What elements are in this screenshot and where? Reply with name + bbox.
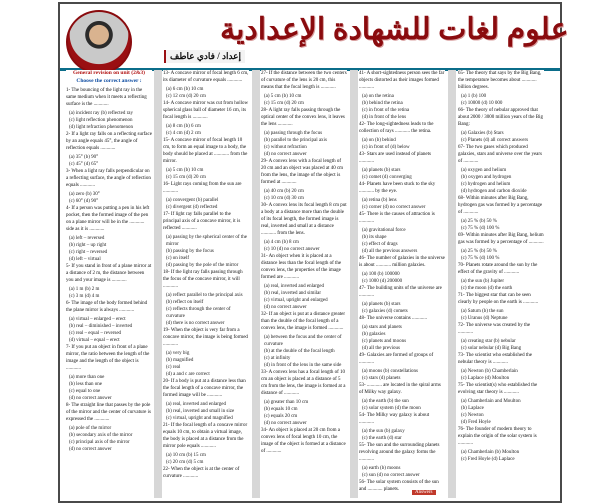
answer-option: (a) 5 cm (b) 10 cm bbox=[264, 94, 302, 99]
question-item: 47- The building units of the universe are ............ bbox=[359, 286, 442, 298]
answer-option: (c) 45° (d) 65° bbox=[69, 162, 99, 167]
answer-option: (d) all the previous answers bbox=[362, 249, 418, 254]
answer-option: (b) magnified bbox=[166, 358, 194, 363]
answer-option: (a) 6 cm (b) 10 cm bbox=[166, 87, 204, 92]
answer-option: (a) real, inverted and enlarged bbox=[166, 402, 227, 407]
answer-option: (a) 1 m (b) 2 m bbox=[69, 287, 100, 292]
answer-option: (a) Newton (b) Chamberlain bbox=[461, 369, 518, 374]
question-item: 6- The image of the body formed behind the plane mirror is always ............ bbox=[66, 301, 148, 313]
answer-option: (c) real bbox=[166, 365, 181, 370]
answer-option: (a) 4 cm (b) 8 cm bbox=[264, 240, 299, 245]
answer-option: (b) Laplace bbox=[461, 406, 484, 411]
answer-option: (c) Laplace (d) Moulton bbox=[461, 376, 510, 381]
answer-option: (a) retina (b) lens bbox=[362, 198, 397, 203]
question-item: 18- If the light ray falls passing through the focus of the concave mirror, it will ............ bbox=[163, 270, 243, 289]
question-item: 30- A convex lens its focal length 8 cm put a body at a distance more than the double of its focal length, the formed image is real, inverted and small at a distance ............ from the lens. bbox=[261, 203, 347, 236]
answer-option: (b) equals 10 cm bbox=[264, 407, 298, 412]
answer-option: (a) planets (b) stars bbox=[362, 302, 401, 307]
answer-option: (a) oxygen and helium bbox=[461, 168, 507, 173]
answer-option: (c) 15 cm (d) 20 cm bbox=[264, 101, 304, 106]
question-item: 34- An object is placed at 20 cm from a convex lens of focal length 10 cm, the image of the object is formed at a distance of ............ bbox=[261, 428, 346, 454]
question-item: 27- If the distance between the two centers of curvature of the lens is 20 cm, this means that the focal length is ............ bbox=[261, 71, 347, 90]
answer-option: (c) stars (d) planets bbox=[362, 376, 401, 381]
question-item: 49- Galaxies are formed of groups of ............ bbox=[359, 353, 434, 365]
question-item: 68- Within minutes after Big Bang, hydrogen gas was formed by a percentage of ............ bbox=[458, 196, 543, 215]
answer-option: (b) real, inverted and small in size bbox=[166, 409, 235, 414]
question-item: 5- If you stand in front of a plane mirror at a distance of 2 m, the distance between you and your image is ............ bbox=[66, 264, 152, 283]
answer-option: (c) light reflection phenomenon bbox=[69, 118, 133, 123]
answer-option: (c) Uranus (d) Neptune bbox=[461, 316, 508, 321]
answer-option: (b) reflect on itself bbox=[166, 300, 204, 305]
answer-option: (d) in front of the lens in the same side bbox=[264, 363, 342, 368]
answer-option: (a) the sun (b) galaxy bbox=[362, 429, 405, 434]
answer-option: (a) Chamberlain and Moulton bbox=[461, 399, 521, 404]
answer-option: (a) left – reversed bbox=[69, 236, 105, 241]
answer-option: (d) all the previous bbox=[362, 346, 400, 351]
answer-option: (b) its shape bbox=[362, 235, 387, 240]
question-item: 43- Stars are used instead of planets ............ bbox=[359, 152, 431, 164]
answer-option: (a) stars and planets bbox=[362, 325, 402, 330]
column-2 bbox=[163, 70, 249, 498]
answer-option: (d) no correct answer bbox=[69, 447, 112, 452]
question-item: 48- The universe contains ............ bbox=[359, 316, 427, 321]
answer-option: (c) solar nebular (d) Big Bang bbox=[461, 346, 522, 351]
answer-option: (d) light refraction phenomenon bbox=[69, 125, 134, 130]
answer-option: (c) on itself bbox=[166, 256, 190, 261]
answer-option: (c) real – equal – reversed bbox=[69, 331, 122, 336]
answer-option: (a) virtual – enlarged – erect bbox=[69, 317, 126, 322]
question-list bbox=[359, 70, 445, 493]
question-item: 71- The biggest star that can be seen clearly by people on the earth is ............ bbox=[458, 293, 539, 305]
answer-option: (c) solar system (d) the moon bbox=[362, 406, 421, 411]
question-item: 76- The founder of modern theory to explain the origin of the solar system is ............ bbox=[458, 427, 537, 446]
answer-option: (c) 20 cm (d) 5 cm bbox=[166, 460, 204, 465]
column-1 bbox=[66, 70, 152, 498]
answer-option: (c) virtual, upright and magnified bbox=[166, 416, 233, 421]
answer-option: (c) equal to one bbox=[69, 389, 101, 394]
answer-option: (c) principal axis of the mirror bbox=[69, 440, 130, 445]
answer-option: (a) very big bbox=[166, 351, 190, 356]
answer-option: (c) Planets (d) all correct answers bbox=[461, 138, 529, 143]
answer-option: (a) 40 cm (b) 20 cm bbox=[264, 189, 304, 194]
answer-option: (a) 5 cm (b) 10 cm bbox=[166, 168, 204, 173]
answers-badge: Answers bbox=[412, 490, 436, 495]
question-item: 16- Light rays coming from the sun are ............ bbox=[163, 182, 242, 194]
question-item: 41- A short-sightedness person sees the far objects distorted as their images formed ............ bbox=[359, 71, 445, 90]
answer-option: (a) zero (b) 30° bbox=[69, 192, 100, 197]
answer-option: (a) Saturn (b) the sun bbox=[461, 309, 504, 314]
question-item: 29- A convex lens with a focal length of 20 cm and an object was placed at 40 cm from the lens, the image of the object is formed at ............ bbox=[261, 159, 344, 185]
question-item: 17- If light ray falls parallel to the principal axis of a concave mirror, it is reflected ............ bbox=[163, 212, 241, 231]
question-item: 75- The scientist(s) who established the evolving star theory is ............ bbox=[458, 383, 538, 395]
answer-option: (b) secondary axis of the mirror bbox=[69, 433, 133, 438]
question-list bbox=[66, 87, 152, 453]
question-item: 32- If an object is put at a distance greater than the double of the focal length of a convex lens, the image is formed ............ bbox=[261, 312, 345, 331]
answer-option: (a) gravitational force bbox=[362, 228, 406, 233]
question-item: 42- The long-sightedness leads to the collection of rays ............ the retina. bbox=[359, 122, 434, 134]
question-item: 21- If the focal length of a concave mirror equals 10 cm, to obtain a virtual image, the body is placed at a distance from the mirror pole equals ............ bbox=[163, 423, 248, 449]
question-item: 1- The bouncing of the light ray in the same medium when it meets a reflecting surface is the ............ bbox=[66, 88, 147, 107]
question-item: 66- The theory of nebular approved that about 2000 / 3000 million years of the Big Bang: bbox=[458, 108, 543, 127]
answer-option: (a) 100 (b) 100000 bbox=[362, 272, 400, 277]
question-item: 7- If you put an object in front of a plane mirror, the ratio between the length of the image and the length of the object is ............ bbox=[66, 345, 150, 371]
answer-option: (c) hydrogen and helium bbox=[461, 182, 511, 187]
question-item: 56- The solar system consists of the sun and ............ planets. bbox=[359, 480, 439, 492]
answer-option: (b) passing by the focus bbox=[166, 249, 214, 254]
answer-option: (c) right – reversed bbox=[69, 250, 108, 255]
answer-option: (c) without refraction bbox=[264, 145, 307, 150]
answer-option: (a) Chamberlain (b) Moulton bbox=[461, 450, 520, 455]
question-list bbox=[458, 70, 544, 463]
question-item: 55- The sun and the surrounding planets revolving around the galaxy forms the ............ bbox=[359, 443, 440, 462]
question-list bbox=[261, 70, 347, 455]
answer-option: (c) galaxies (d) comets bbox=[362, 309, 408, 314]
question-columns bbox=[66, 70, 554, 498]
answer-option: (c) reflects through the center of curvature bbox=[166, 307, 231, 319]
answer-option: (a) the sun (b) Jupiter bbox=[461, 279, 505, 284]
answer-option: (a) pole of the mirror bbox=[69, 426, 112, 431]
question-item: 33- A convex lens has a focal length of 10 cm an object is placed at a distance of 5 cm from the lens, the image is formed at a distance of ............ bbox=[261, 370, 346, 396]
answer-option: (c) at infinity bbox=[264, 356, 291, 361]
question-item: 8- The straight line that passes by the pole of the mirror and the center of curvature is expressed the ............ bbox=[66, 403, 151, 422]
author-photo bbox=[66, 10, 132, 74]
question-item: 3- When a light ray falls perpendicular on a reflecting surface, the angle of reflection equals ............ bbox=[66, 169, 151, 188]
answer-option: (b) real – diminished – inverted bbox=[69, 324, 133, 329]
column-divider bbox=[252, 70, 260, 498]
answer-option: (a) earth (b) moons bbox=[362, 466, 401, 471]
question-item: 45- There is the causes of attraction is ............ bbox=[359, 212, 435, 224]
answer-option: (b) at the double of the focal length bbox=[264, 349, 335, 354]
answer-option: (b) behind the retina bbox=[362, 101, 403, 106]
answer-option: (a) creating star (b) nebular bbox=[461, 339, 516, 344]
answer-option: (c) the earth (d) star bbox=[362, 436, 402, 441]
column-divider bbox=[154, 70, 162, 498]
answer-option: (c) in front of (d) below bbox=[362, 145, 410, 150]
question-item: 46- The number of galaxies in the universe is about ............ million galaxies. bbox=[359, 256, 445, 268]
answer-option: (a) 8 cm (b) 6 cm bbox=[166, 124, 201, 129]
question-item: 53- ............ are located in the spiral arms of Milky way galaxy. bbox=[359, 383, 441, 395]
answer-option: (a) incident ray (b) reflected ray bbox=[69, 111, 133, 116]
question-item: 19- When the object is very far from a concave mirror, the image is being formed ............ bbox=[163, 328, 248, 347]
column-5 bbox=[458, 70, 544, 498]
header-banner bbox=[60, 4, 569, 71]
author-credit: إعداد / فادي عاطف bbox=[164, 50, 245, 63]
answer-option: (c) corner (d) no correct answer bbox=[362, 205, 426, 210]
answer-option: (a) 25 % (b) 50 % bbox=[461, 249, 497, 254]
question-item: 14- A concave mirror was cut from hollow spherical glass ball of diameter 16 cm, its focal length is ............ bbox=[163, 101, 249, 120]
answer-option: (c) 1000 (d) 200000 bbox=[362, 279, 403, 284]
answer-option: (d) no correct answer bbox=[264, 421, 307, 426]
answer-option: (a) on the retina bbox=[362, 94, 394, 99]
answer-option: (c) the moon (d) the earth bbox=[461, 286, 513, 291]
answer-option: (a) more than one bbox=[69, 375, 105, 380]
question-item: 44- Planets have been stuck to the sky ............ by the eye. bbox=[359, 182, 436, 194]
answer-option: (d) no correct answer bbox=[264, 152, 307, 157]
answer-option: (c) comet (d) converging bbox=[362, 175, 412, 180]
answer-option: (a) planets (b) stars bbox=[362, 168, 401, 173]
question-item: 65- The theory that says by the Big Bang, the temperature becomes about ............ billion degrees. bbox=[458, 71, 542, 90]
question-item: 4- If a person was putting a pen in his left pocket, then the formed image of the pen on a plane mirror will be in the ............ side as it is ............ bbox=[66, 206, 150, 232]
answer-option: (c) 60° (d) 90° bbox=[69, 199, 99, 204]
answer-option: (d) passing by the pole of the mirror bbox=[166, 263, 239, 268]
answer-option: (c) divergent (d) reflected bbox=[166, 205, 218, 210]
column-3 bbox=[261, 70, 347, 498]
answer-option: (d) in front of the lens bbox=[362, 115, 407, 120]
answer-option: (a) convergent (b) parallel bbox=[166, 198, 219, 203]
answer-option: (d) no correct answer bbox=[69, 396, 112, 401]
answer-option: (a) reflect parallel to the principal axis bbox=[166, 293, 243, 298]
question-item: 67- The two gases which produced galaxies, stars and universe over the years of ............ bbox=[458, 145, 542, 164]
question-item: 13- A concave mirror of focal length 6 cm, its diameter of curvature equals ............ bbox=[163, 71, 249, 83]
question-item: 72- The universe was created by the ............ bbox=[458, 323, 531, 335]
answer-option: (c) 10000 (d) 10 000 bbox=[461, 101, 503, 106]
question-item: 20- If a body is put at a distance less than the focal length of a concave mirror, the formed image will be ............ bbox=[163, 379, 246, 398]
answer-option: (a) 35° (b) 90° bbox=[69, 155, 99, 160]
column-title: General revision on unit (2&3) bbox=[72, 70, 145, 76]
answer-option: (a) 25 % (b) 50 % bbox=[461, 219, 497, 224]
answer-option: (a) 10 cm (b) 15 cm bbox=[166, 453, 206, 458]
answer-option: (c) Fred Hoyle (d) Laplace bbox=[461, 457, 515, 462]
answer-option: (c) in front of the retina bbox=[362, 108, 410, 113]
answer-option: (b) parallel to the principal axis bbox=[264, 138, 327, 143]
answer-option: (c) effect of drags bbox=[362, 242, 398, 247]
answer-option: (c) 4 cm (d) 2 cm bbox=[166, 131, 201, 136]
answer-option: (c) 15 cm (d) 20 cm bbox=[166, 175, 206, 180]
answer-option: (a) Galaxies (b) Stars bbox=[461, 131, 504, 136]
answer-option: (d) a and c are correct bbox=[166, 372, 210, 377]
answer-option: (c) planets and moons bbox=[362, 339, 407, 344]
answer-option: (b) real, inverted and similar bbox=[264, 291, 322, 296]
answer-option: (d) no correct answer bbox=[264, 305, 307, 310]
answer-option: (c) 75 % (d) 100 % bbox=[461, 226, 500, 231]
column-divider bbox=[448, 70, 456, 498]
column-divider bbox=[350, 70, 358, 498]
question-item: 31- An object when it is placed at a distance less than the focal length of the convex lens, the properties of the image formed are ............ bbox=[261, 254, 342, 280]
page-title: علوم لغات للشهادة الإعدادية bbox=[220, 13, 569, 46]
answer-option: (d) Fred Hoyle bbox=[461, 420, 491, 425]
answer-option: (a) on (b) behind bbox=[362, 138, 396, 143]
answer-option: (c) virtual, upright and enlarged bbox=[264, 298, 328, 303]
answer-option: (a) passing by the spherical center of the mirror bbox=[166, 235, 247, 247]
column-4 bbox=[359, 70, 445, 498]
answer-option: (d) hydrogen and carbon dioxide bbox=[461, 189, 527, 194]
answer-option: (b) oxygen and hydrogen bbox=[461, 175, 512, 180]
answer-option: (c) sun (d) no correct answer bbox=[362, 473, 420, 478]
answer-option: (c) 10 cm (d) 30 cm bbox=[264, 196, 304, 201]
answer-option: (c) 10 (d) no correct answer bbox=[264, 247, 320, 252]
question-item: 15- A concave mirror of focal length 10 cm, to form an equal image to a body, the body should be placed at ............ from the mirror. bbox=[163, 138, 248, 164]
answer-option: (c) 12 cm (d) 20 cm bbox=[166, 94, 206, 99]
answer-option: (a) moons (b) constellations bbox=[362, 369, 418, 374]
answer-option: (a) passing through the focus bbox=[264, 131, 323, 136]
answer-option: (a) real, inverted and enlarged bbox=[264, 284, 325, 289]
answer-option: (d) left – virtual bbox=[69, 257, 101, 262]
answer-option: (c) equals 20 cm bbox=[264, 414, 298, 419]
answer-option: (a) between the focus and the center of curvature bbox=[264, 335, 342, 347]
question-item: 22- When the object is at the center of curvature ............ bbox=[163, 467, 240, 479]
question-item: 73- The scientist who established the nebular theory is ............ bbox=[458, 353, 532, 365]
answer-option: (d) there is no correct answer bbox=[166, 321, 225, 326]
question-item: 2- If a light ray falls on a reflecting surface by an angle equals 45°, the angle of reflection equals ............ bbox=[66, 132, 152, 151]
answer-option: (b) less than one bbox=[69, 382, 102, 387]
answer-option: (a) greater than 10 cm bbox=[264, 400, 309, 405]
answer-option: (c) 75 % (d) 100 % bbox=[461, 256, 500, 261]
answer-option: (d) virtual – equal – erect bbox=[69, 338, 120, 343]
answer-option: (a) 1 (b) 100 bbox=[461, 94, 487, 99]
answer-option: (c) 3 m (d) 4 m bbox=[69, 294, 100, 299]
answer-option: (b) right – up right bbox=[69, 243, 107, 248]
question-item: 54- The Milky way galaxy is about ............ bbox=[359, 413, 430, 425]
answer-option: (c) Newton bbox=[461, 413, 484, 418]
answer-option: (a) the earth (b) the sun bbox=[362, 399, 409, 404]
question-item: 69- Within minutes after Big Bang, helium gas was formed by a percentage of ............ bbox=[458, 233, 544, 245]
answer-option: (b) galaxies bbox=[362, 332, 386, 337]
column-subtitle: Choose the correct answer : bbox=[76, 78, 142, 84]
question-list bbox=[163, 70, 249, 480]
worksheet bbox=[58, 2, 569, 503]
question-item: 28- A light ray falls passing through the optical center of the convex lens, it leaves the lens ............ bbox=[261, 108, 345, 127]
question-item: 70- Planets rotate around the sun by the effect of the gravity of ............ bbox=[458, 263, 538, 275]
